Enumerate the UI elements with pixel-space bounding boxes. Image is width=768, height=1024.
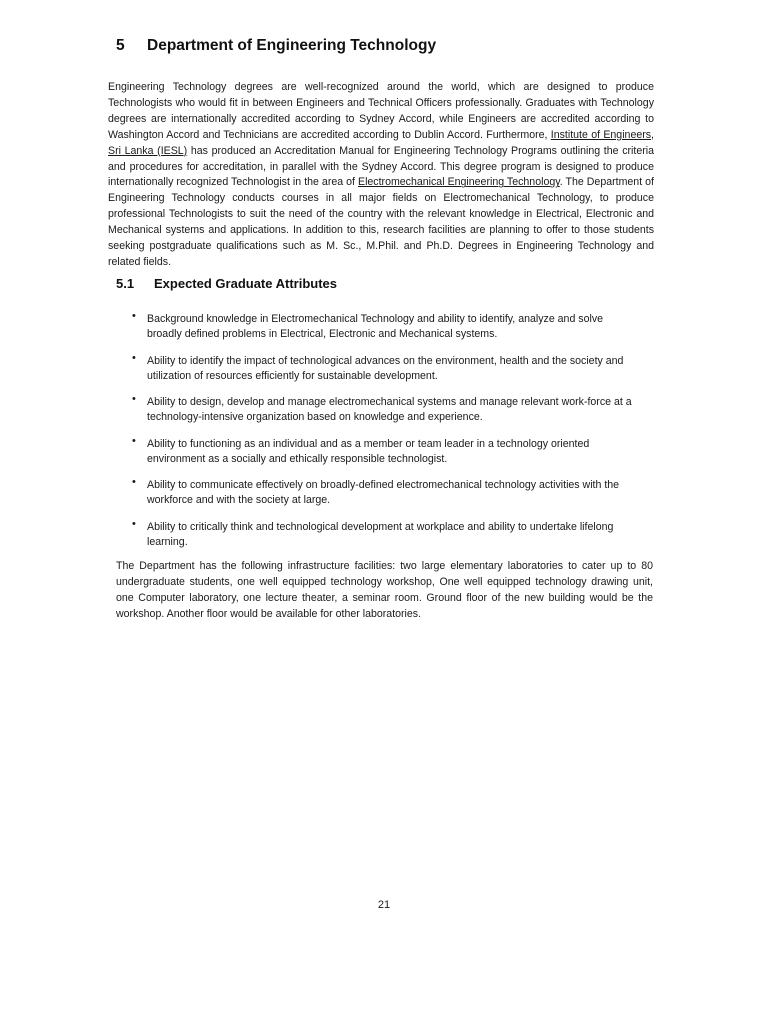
subsection-number: 5.1 [116, 276, 135, 291]
bullet-icon: • [132, 310, 136, 322]
list-item [130, 351, 640, 384]
page-number: 21 [377, 899, 391, 911]
subsection-heading [116, 276, 337, 291]
iesl-link[interactable]: Institute of Engineers, Sri Lanka (IESL) [108, 128, 654, 157]
facilities-paragraph: The Department has the following infrastructure facilities: two large elementary laboratories to cater up to 80 undergraduate students, one well equipped technology workshop, One well equipped technology drawing unit, one Computer laboratory, one lecture theater, a seminar room. Ground floor of the new building would be the workshop. Another floor would be available for other laboratories. [116, 560, 653, 620]
bullet-icon: • [132, 517, 136, 530]
list-item-text: Ability to critically think and technological development at workplace and ability to undertake lifelong learning. [147, 520, 614, 548]
graduate-attributes-list [130, 312, 640, 561]
bullet-icon: • [132, 393, 136, 405]
list-item-text: Background knowledge in Electromechanical Technology and ability to identify, analyze and solve broadly defined problems in Electrical, Electronic and Mechanical systems. [147, 313, 604, 340]
subsection-title: Expected Graduate Attributes [154, 276, 338, 291]
section-title: Department of Engineering Technology [147, 37, 437, 54]
section-heading [116, 37, 436, 55]
electromechanical-link[interactable]: Electromechanical Engineering Technology [358, 176, 560, 189]
bullet-icon: • [132, 434, 136, 447]
intro-text-2: has produced an Accreditation Manual for Engineering Technology Programs outlining the criteria and procedures for accreditation, in parallel with the Sydney Accord. This degree program is designed to produce internationally recognized Technologist in the area of [108, 144, 654, 189]
bullet-icon: • [132, 351, 136, 364]
list-item-text: Ability to identify the impact of technological advances on the environment, health and the society and utilization of resources efficiently for sustainable development. [147, 354, 624, 382]
list-item [130, 478, 640, 508]
list-item [130, 517, 640, 550]
list-item [130, 395, 640, 425]
list-item-text: Ability to communicate effectively on broadly-defined electromechanical technology activities with the workforce and with the society at large. [147, 479, 620, 506]
bullet-icon: • [132, 476, 136, 488]
intro-text-1: Engineering Technology degrees are well-recognized around the world, which are designed to produce Technologists who would fit in between Engineers and Technical Officers professionally. Graduates with Technology degrees are internationally accredited according to Sydney Accord, while Engineers are accredited according to Washington Accord and Technicians are accredited according to Dublin Accord. Furthermore, [108, 81, 654, 141]
intro-text-3: . The Department of Engineering Technology conducts courses in all major fields on Electromechanical Technology, to produce professional Technologists to suit the need of the country with the relevant knowledge in Electrical, Electronic and Mechanical systems and applications. In addition to this, research facilities are planning to offer to those students seeking postgraduate qualifications such as M. Sc., M.Phil. and Ph.D. Degrees in Engineering Technology and related fields. [108, 176, 654, 268]
list-item-text: Ability to design, develop and manage electromechanical systems and manage relevant work-force at a technology-intensive organization based on knowledge and experience. [147, 396, 632, 423]
list-item-text: Ability to functioning as an individual and as a member or team leader in a technology oriented environment as a socially and ethically responsible technologist. [147, 437, 590, 465]
list-item [130, 312, 640, 342]
section-number: 5 [116, 37, 125, 54]
intro-paragraph [108, 80, 654, 271]
list-item [130, 434, 640, 467]
